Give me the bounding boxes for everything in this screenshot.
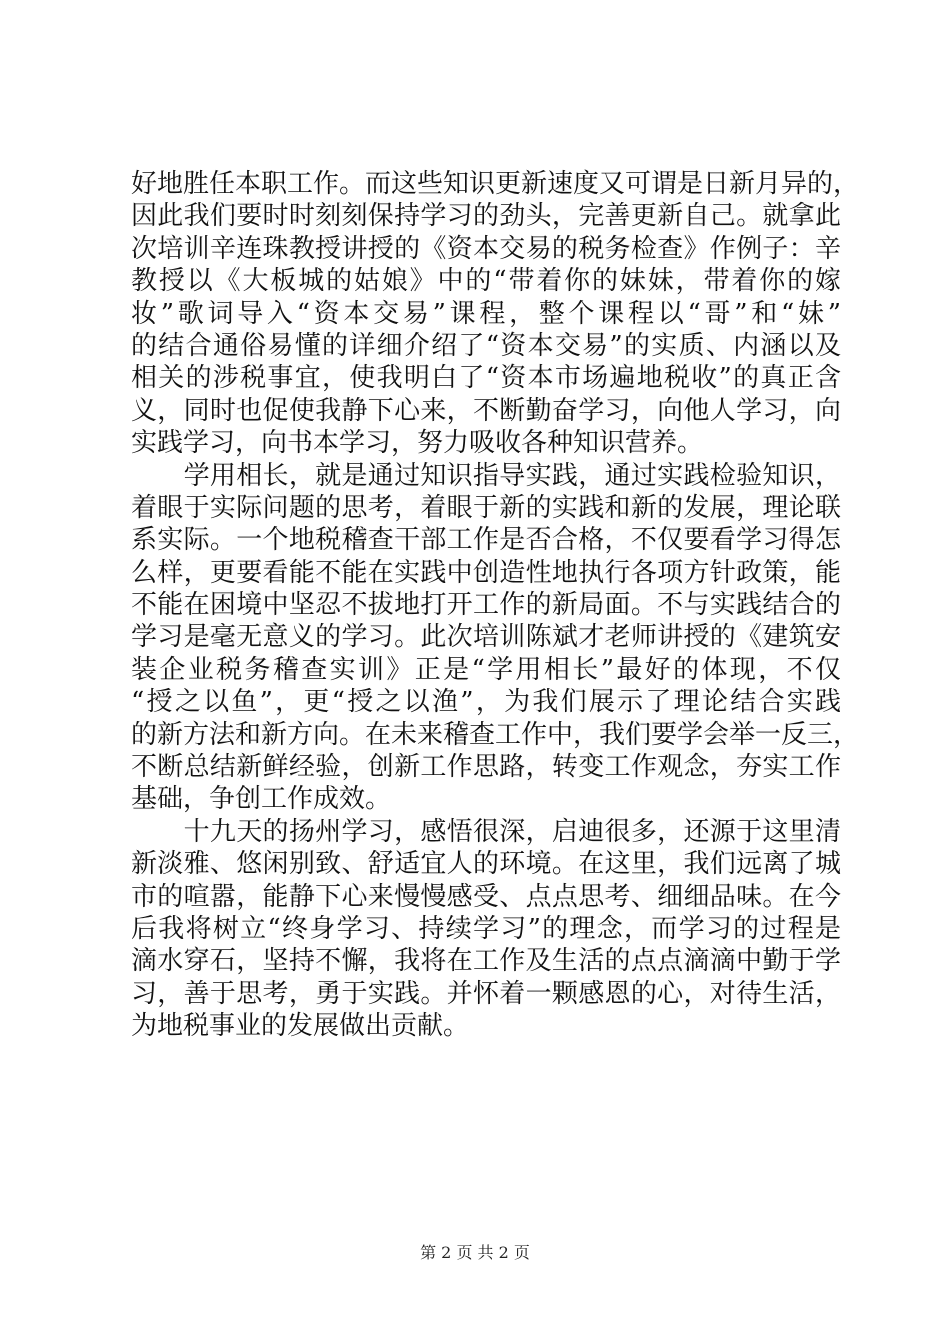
text-line: 教授以《大板城的姑娘》中的“带着你的妹妹，带着你的嫁	[131, 266, 841, 297]
text-line: 学习是毫无意义的学习。此次培训陈斌才老师讲授的《建筑安	[131, 622, 841, 653]
text-line: 实践学习，向书本学习，努力吸收各种知识营养。	[131, 428, 704, 459]
text-line: 市的喧嚣，能静下心来慢慢感受、点点思考、细细品味。在今	[131, 881, 841, 912]
text-line: 不断总结新鲜经验，创新工作思路，转变工作观念，夯实工作	[131, 752, 841, 783]
text-line: 着眼于实际问题的思考，着眼于新的实践和新的发展，理论联	[131, 492, 841, 523]
text-line: 妆”歌词导入“资本交易”课程，整个课程以“哥”和“妹”	[131, 298, 841, 329]
text-line: 新淡雅、悠闲别致、舒适宜人的环境。在这里，我们远离了城	[131, 849, 841, 880]
body-text	[131, 168, 860, 1043]
text-line: 因此我们要时时刻刻保持学习的劲头，完善更新自己。就拿此	[131, 201, 841, 232]
text-line: 为地税事业的发展做出贡献。	[131, 1011, 470, 1042]
page-number-footer: 第 2 页 共 2 页	[420, 1243, 530, 1262]
text-line: 次培训辛连珠教授讲授的《资本交易的税务检查》作例子：辛	[131, 233, 841, 264]
text-line: 么样，更要看能不能在实践中创造性地执行各项方针政策，能	[131, 557, 841, 588]
text-line: “授之以鱼”，更“授之以渔”，为我们展示了理论结合实践	[131, 687, 841, 718]
text-line: 不能在困境中坚忍不拔地打开工作的新局面。不与实践结合的	[131, 590, 841, 621]
text-line: 基础，争创工作成效。	[131, 784, 392, 815]
text-line: 的新方法和新方向。在未来稽查工作中，我们要学会举一反三，	[131, 719, 860, 750]
text-line: 学用相长，就是通过知识指导实践，通过实践检验知识，	[131, 460, 841, 491]
text-line: 后我将树立“终身学习、持续学习”的理念，而学习的过程是	[131, 913, 841, 944]
text-line: 习，善于思考，勇于实践。并怀着一颗感恩的心，对待生活，	[131, 978, 841, 1009]
text-line: 系实际。一个地税稽查干部工作是否合格，不仅要看学习得怎	[131, 525, 841, 556]
text-line: 相关的涉税事宜，使我明白了“资本市场遍地税收”的真正含	[131, 363, 841, 394]
text-line: 义，同时也促使我静下心来，不断勤奋学习，向他人学习，向	[131, 395, 841, 426]
text-line: 的结合通俗易懂的详细介绍了“资本交易”的实质、内涵以及	[131, 330, 841, 361]
text-line: 滴水穿石，坚持不懈，我将在工作及生活的点点滴滴中勤于学	[131, 946, 841, 977]
text-line: 十九天的扬州学习，感悟很深，启迪很多，还源于这里清	[131, 816, 841, 847]
text-line: 装企业税务稽查实训》正是“学用相长”最好的体现，不仅	[131, 654, 841, 685]
text-line: 好地胜任本职工作。而这些知识更新速度又可谓是日新月异的，	[131, 169, 860, 199]
